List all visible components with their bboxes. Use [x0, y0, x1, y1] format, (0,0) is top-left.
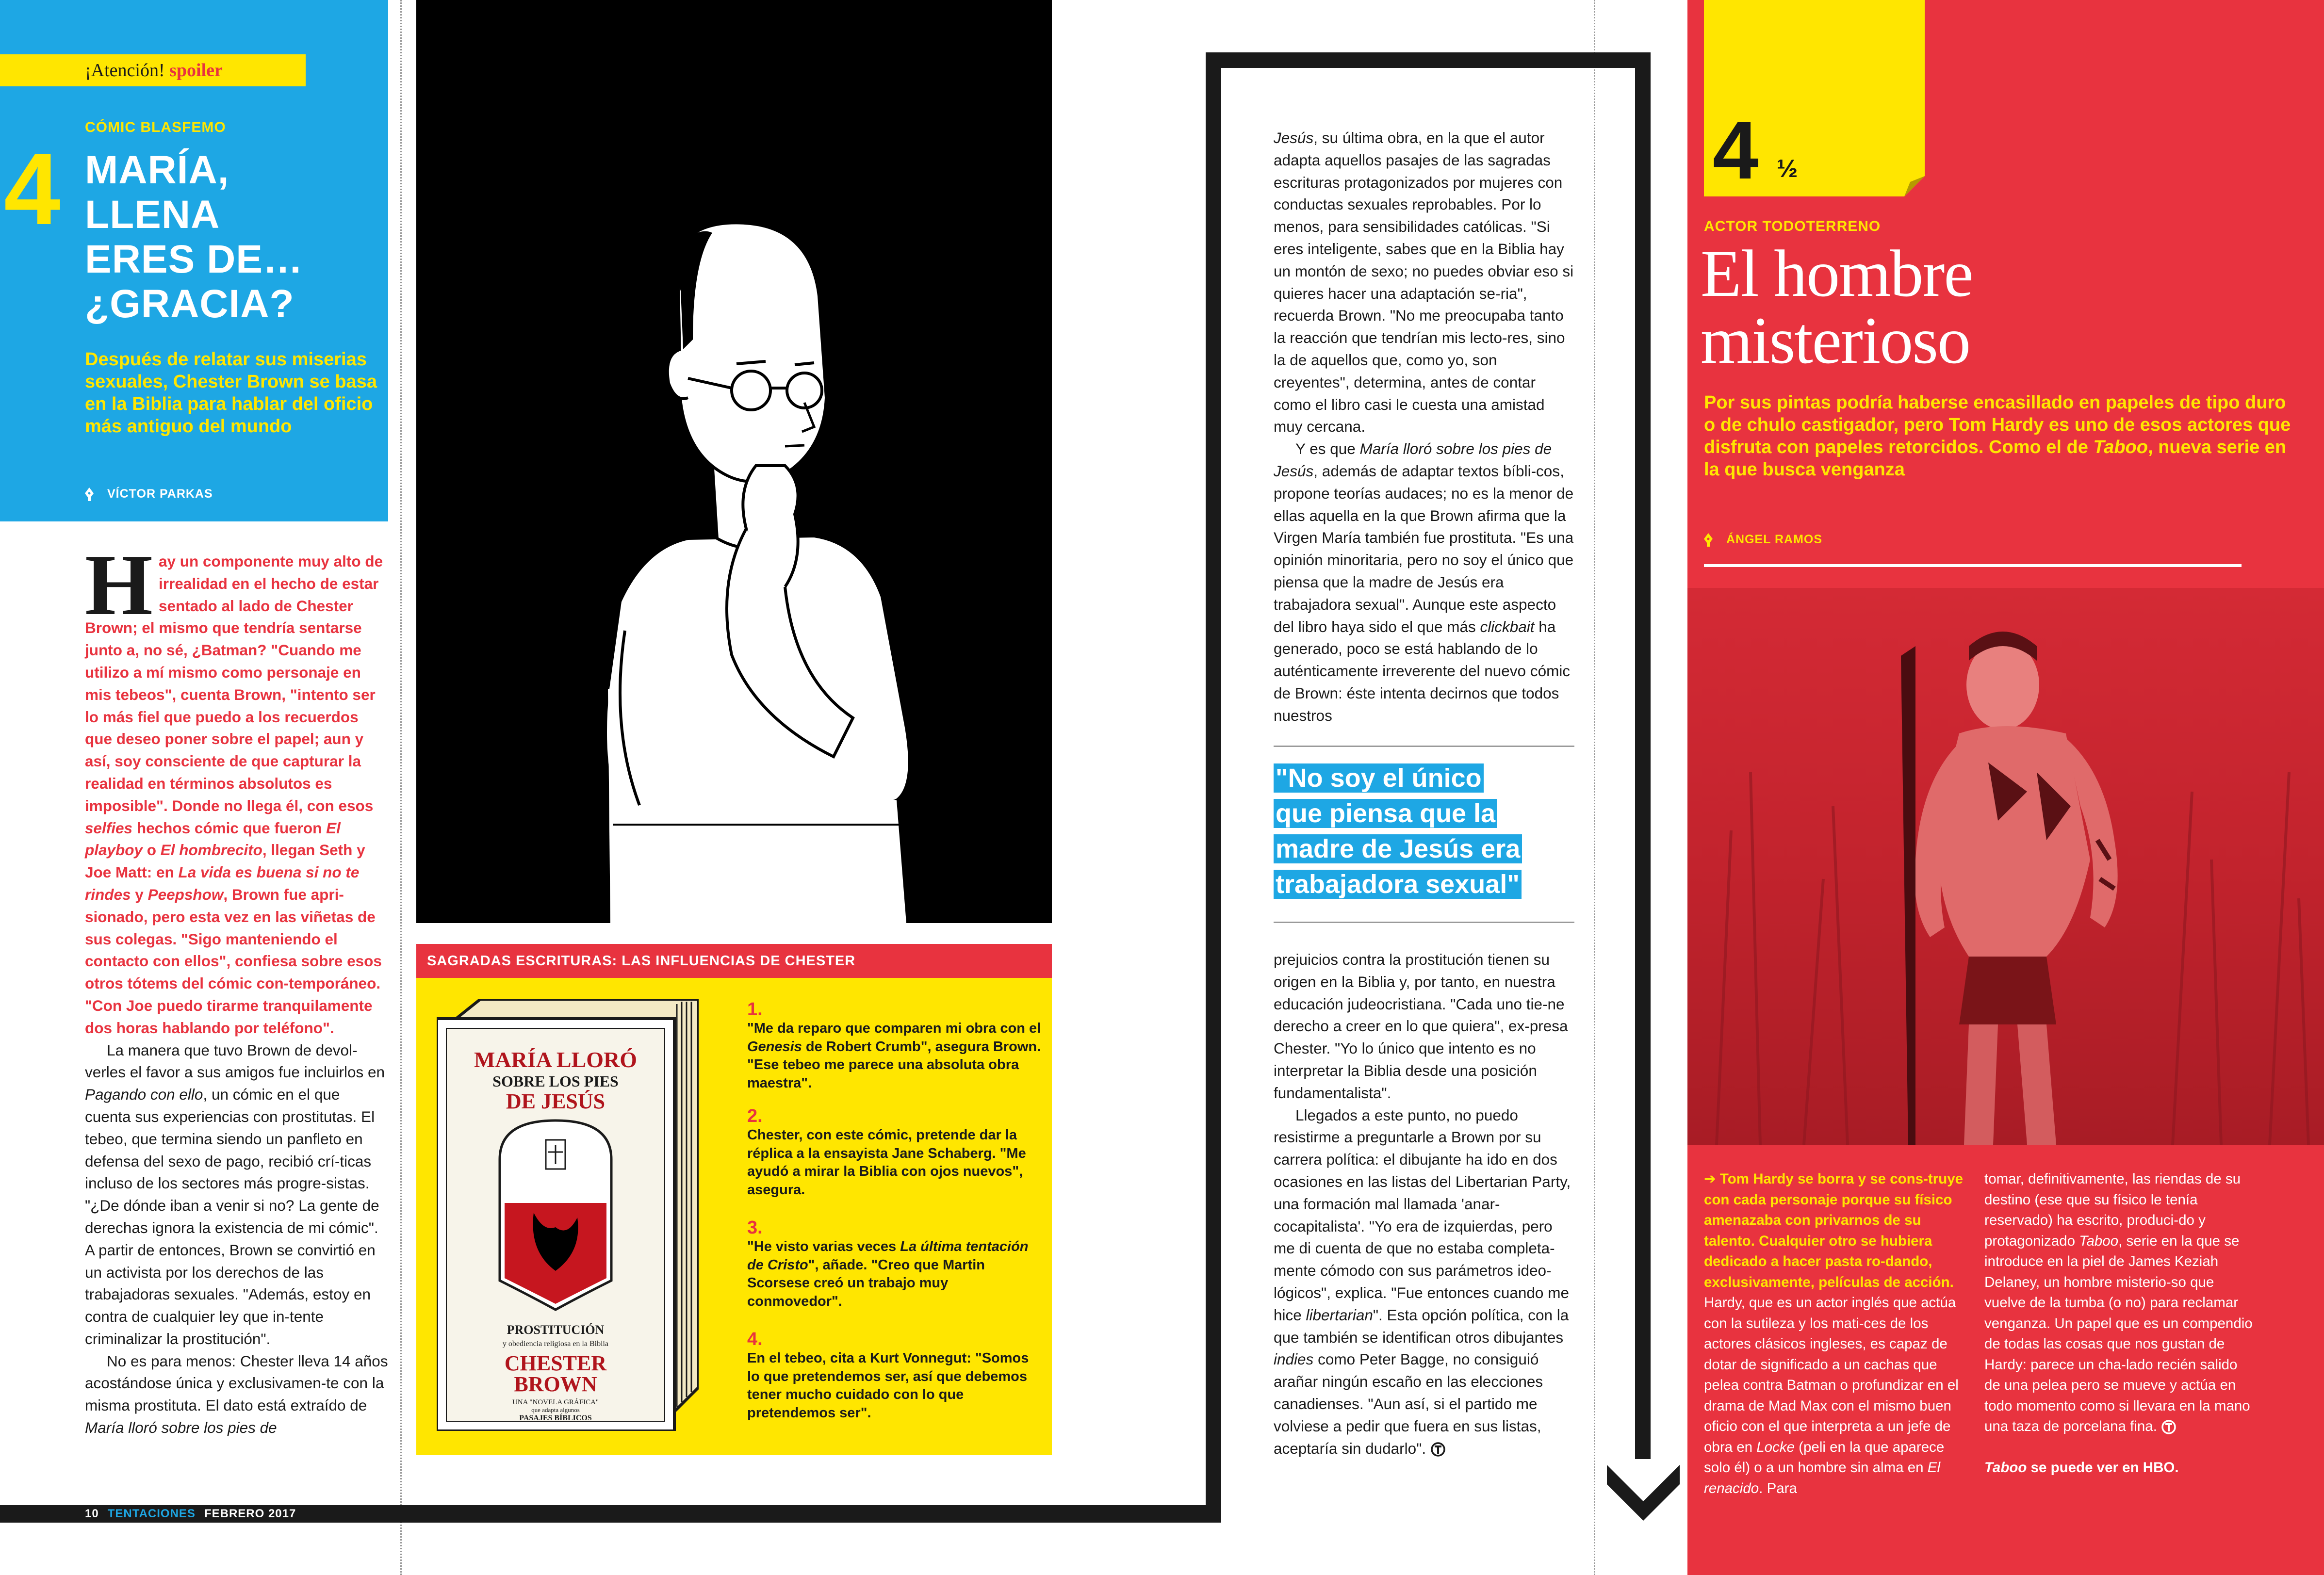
- right-headline: [1701, 236, 2234, 377]
- book-title-line: DE JESÚS: [506, 1089, 606, 1113]
- text-run: y: [131, 885, 148, 903]
- page-footer: [85, 1505, 296, 1523]
- middle-paragraph: [1274, 949, 1574, 1104]
- text-run: "He visto varias veces: [747, 1239, 900, 1254]
- right-body-column-2: [1984, 1169, 2256, 1478]
- column-divider: [400, 0, 402, 1575]
- text-run: ". Esta opción política, con la que también se identifican otros dibujantes: [1274, 1306, 1569, 1346]
- arrow-down-icon: [1607, 1450, 1680, 1523]
- text-run: El renacido: [1704, 1460, 1941, 1496]
- book-subtitle: PROSTITUCIÓN: [507, 1323, 605, 1337]
- left-byline-name: VÍCTOR PARKAS: [107, 487, 213, 501]
- spoiler-highlight: spoiler: [169, 60, 223, 81]
- text-run: No es para menos: Chester lleva 14 años acostándose única y exclusivamen-te con la misma prostituta. El dato está extraído de: [85, 1352, 388, 1414]
- issue-date: FEBRERO 2017: [204, 1507, 296, 1520]
- text-run: Locke: [1756, 1439, 1795, 1455]
- right-byline-name: ÁNGEL RAMOS: [1726, 533, 1823, 546]
- middle-body-text-bottom: [1274, 949, 1574, 1460]
- page-fold-icon: [1904, 176, 1925, 196]
- frame-line: [1635, 52, 1651, 1459]
- left-headline-line: LLENA: [85, 193, 220, 237]
- sidebar-heading: SAGRADAS ESCRITURAS: LAS INFLUENCIAS DE CHESTER: [416, 944, 1052, 978]
- page-number: 10: [85, 1507, 99, 1520]
- text-run: El playboy: [85, 819, 341, 859]
- text-run: tomar, definitivamente, las riendas de su destino (ese que su físico le tenía reservado) ha escrito, produci-do y protagonizado: [1984, 1171, 2241, 1249]
- sidebar-tip: [747, 999, 1043, 1092]
- text-run: Jesús: [1274, 129, 1314, 146]
- left-kicker: CÓMIC BLASFEMO: [85, 119, 226, 135]
- text-run: hechos cómic que fueron: [132, 819, 327, 837]
- left-rank-number: 4: [4, 132, 61, 246]
- text-run: ", añade. "Creo que Martin Scorsese creó un trabajo muy conmovedor".: [747, 1257, 985, 1309]
- tip-number: 1.: [747, 999, 763, 1020]
- right-kicker: ACTOR TODOTERRENO: [1704, 218, 1881, 234]
- left-intro-paragraph: [85, 536, 388, 1039]
- book-subtitle: y obediencia religiosa en la Biblia: [502, 1340, 609, 1348]
- right-headline-line: misterioso: [1701, 303, 1970, 377]
- middle-body-text-top: [1274, 127, 1574, 727]
- divider: [1704, 564, 2242, 567]
- frame-line: [1206, 52, 1650, 68]
- sidebar-tip: [747, 1329, 1043, 1422]
- divider: [1274, 922, 1574, 923]
- text-run: Genesis: [747, 1039, 802, 1055]
- book-author: CHESTER: [504, 1351, 607, 1375]
- text-run: María lloró sobre los pies de Jesús: [1274, 440, 1552, 480]
- right-deck: [1704, 391, 2301, 481]
- middle-paragraph: [1274, 438, 1574, 727]
- text-run: prejuicios contra la prostitución tienen su origen en la Biblia y, por tanto, en nuestra educación judeocristiana. "Cada uno tie-ne derecho a creer en lo que quiera", ex-presa Chester. "Yo lo único que intento es no interpretar la Biblia desde una posición fundamentalista".: [1274, 951, 1568, 1102]
- spoiler-prefix: ¡Atención!: [85, 60, 170, 81]
- left-byline: [85, 487, 213, 501]
- text-run: ha generado, poco se está hablando de lo auténticamente irreverente del nuevo cómic de Brown: éste intenta decirnos que todos nuestros: [1274, 617, 1571, 724]
- text-run: Taboo: [2093, 437, 2148, 457]
- right-paragraph: [1984, 1169, 2256, 1437]
- sidebar-tip: [747, 1106, 1043, 1199]
- text-run: Taboo: [1984, 1459, 2027, 1476]
- text-run: como Peter Bagge, no consiguió arañar ningún escaño en las elecciones canadienses. "Aun así, si el partido me volviese a pedir que fuera en sus listas, aceptaría sin dudarlo".: [1274, 1350, 1543, 1457]
- middle-paragraph: [1274, 127, 1574, 438]
- text-run: , serie en la que se introduce en la piel de James Keziah Delaney, un hombre misterio-so que vuelve de la tumba (o no) para reclamar venganza. Un papel que es un compendio de todas las cosas que nos gustan de Hardy: parece un cha-lado recién salido de una pelea pero se mueve y actúa en todo momento como si llevara en la mano una taza de porcelana fina.: [1984, 1233, 2253, 1434]
- text-run: , un cómic en el que cuenta sus experiencias con prostitutas. El tebeo, que termina siendo un panfleto en defensa del sexo de pago, recibió crí-ticas incluso de los sectores más progre-sistas. "¿De dónde iban a venir si no? La gente de derechas ignora la existencia de mi cómic". A partir de entonces, Brown se convirtió en un activista por los derechos de las trabajadoras sexuales. "Además, estoy en contra de cualquier ley que in-tente criminalizar la prostitución".: [85, 1086, 379, 1348]
- text-run: , su última obra, en la que el autor adapta aquellos pasajes de las sagradas escrituras protagonizados por mujeres con conductas sexuales reprobables. Por lo menos, para sensibilidades católicas. "Si eres inteligente, sabes que en la Biblia hay un montón de sexo; no puedes obviar eso si quieres hacer una adaptación se-ria", recuerda Brown. "No me preocupaba tanto la reacción que tendrían mis lecto-res, sino la de aquellos que, como yo, son creyentes", determina, antes de contar como el libro casi le cuesta una amistad muy cercana.: [1274, 129, 1574, 436]
- left-headline: [85, 148, 376, 326]
- left-headline-line: ¿GRACIA?: [85, 282, 295, 326]
- book-tagline: UNA "NOVELA GRÁFICA": [512, 1398, 599, 1406]
- text-run: "Me da reparo que comparen mi obra con el: [747, 1021, 1041, 1036]
- tip-number: 2.: [747, 1106, 763, 1126]
- text-run: . Para: [1759, 1480, 1797, 1496]
- right-body-column-1: [1704, 1169, 1968, 1499]
- right-byline: [1704, 533, 1822, 547]
- left-paragraph-2: [85, 1039, 388, 1350]
- text-run: se puede ver en HBO.: [2027, 1459, 2179, 1476]
- pen-nib-icon: [85, 487, 94, 501]
- drop-cap: H: [85, 536, 153, 633]
- right-rank-number: 4: [1713, 104, 1759, 196]
- text-run: Y es que: [1295, 440, 1360, 458]
- text-run: indies: [1274, 1350, 1314, 1368]
- text-run: El hombrecito: [160, 841, 262, 859]
- text-run: , Brown fue apri-sionado, pero esta vez en las viñetas de sus colegas. "Sigo manteniendo el contacto con ellos", confiesa sobre esos otros tótems del cómic con-temporáneo. "Con Joe puedo tirarme tranquilamente dos horas hablando por teléfono".: [85, 885, 382, 1037]
- magazine-brand: TENTACIONES: [107, 1507, 196, 1520]
- text-run: , llegan Seth y Joe Matt: en: [85, 841, 365, 881]
- sidebar-tip: [747, 1218, 1043, 1311]
- text-run: de Robert Crumb", asegura Brown. "Ese tebeo me parece una absoluta obra maestra".: [747, 1039, 1041, 1091]
- book-title-line: MARÍA LLORÓ: [474, 1047, 638, 1072]
- book-cover-image: [437, 999, 699, 1431]
- pull-quote-line: "No soy el único: [1274, 763, 1484, 793]
- left-body-text: [85, 536, 388, 1439]
- right-rank-fraction: ½: [1777, 155, 1798, 183]
- right-paragraph: [1704, 1169, 1968, 1499]
- book-title-line: SOBRE LOS PIES: [492, 1072, 619, 1090]
- left-headline-line: ERES DE…: [85, 237, 303, 281]
- text-run: Peepshow: [147, 885, 224, 903]
- spoiler-bar: [0, 54, 306, 86]
- divider: [1274, 746, 1574, 747]
- text-run: En el tebeo, cita a Kurt Vonnegut: "Somos lo que pretendemos ser, así que debemos tener mucho cuidado con lo que pretendemos ser".: [747, 1350, 1029, 1421]
- end-mark-icon: [2161, 1419, 2177, 1435]
- book-author: BROWN: [514, 1372, 597, 1396]
- broadcast-note: [1984, 1458, 2256, 1478]
- right-headline-line: El hombre: [1701, 236, 1973, 310]
- left-paragraph-3: [85, 1350, 388, 1439]
- text-run: , además de adaptar textos bíbli-cos, propone teorías audaces; no es la menor de ellas aquella en la que Brown afirma que la Virgen María también fue prostituta. "Es una opinión minoritaria, pero no soy el único que piensa que la madre de Jesús era trabajadora sexual". Aunque este aspecto del libro haya sido el que más: [1274, 462, 1574, 635]
- middle-paragraph: [1274, 1104, 1574, 1460]
- end-mark-icon: [1430, 1442, 1446, 1457]
- book-tagline: que adapta algunos: [531, 1406, 580, 1413]
- text-run: La vida es buena si no te rindes: [85, 863, 360, 903]
- text-run: Pagando con ello: [85, 1086, 203, 1104]
- text-run: La manera que tuvo Brown de devol-verles el favor a sus amigos fue incluirlos en: [85, 1041, 385, 1081]
- text-run: , nueva serie en la que busca venganza: [1704, 437, 2287, 480]
- tip-number: 4.: [747, 1329, 763, 1349]
- text-run: Taboo: [2079, 1233, 2119, 1249]
- pen-nib-icon: [1704, 533, 1713, 547]
- book-tagline: PASAJES BÍBLICOS: [519, 1414, 592, 1422]
- text-run: (peli en la que aparece solo él) o a un hombre sin alma en: [1704, 1439, 1945, 1476]
- tip-number: 3.: [747, 1218, 763, 1238]
- actor-photo: [1687, 588, 2324, 1145]
- column-divider: [1594, 0, 1595, 1575]
- pull-quote: [1274, 761, 1574, 902]
- text-run: ay un componente muy alto de irrealidad en el hecho de estar sentado al lado de Chester Brown; el mismo que tendría sentarse junto a, no sé, ¿Batman? "Cuando me utilizo a mí mismo como personaje en mis tebeos", cuenta Brown, "intento ser lo más fiel que puedo a los recuerdos que deseo poner sobre el papel; aun y así, soy consciente de que capturar la realidad en términos absolutos es imposible". Donde no llega él, con esos: [85, 552, 383, 814]
- text-run: Por sus pintas podría haberse encasillado en papeles de tipo duro o de chulo castigador, pero Tom Hardy es uno de esos actores que disfruta con papeles retorcidos. Como el de: [1704, 392, 2291, 457]
- text-run: La última tentación de Cristo: [747, 1239, 1029, 1273]
- text-run: Llegados a este punto, no puedo resistirme a preguntarle a Brown por su carrera política: el dibujante ha ido en dos ocasiones en las listas del Libertarian Party, una formación mal llamada 'anar-cocapitalista'. "Yo era de izquierdas, pero me di cuenta de que no estaba completa-mente cómodo con sus parámetros ideo-lógicos", explica. "Fue entonces cuando me hice: [1274, 1106, 1571, 1324]
- text-run: María lloró sobre los pies de: [85, 1419, 277, 1437]
- text-run: Hardy, que es un actor inglés que actúa con la sutileza y los mati-ces de los actores clásicos ingleses, es capaz de dotar de significado a un cachas que pelea contra Batman o profundizar en el drama de Mad Max con el mismo buen oficio con el que interpreta a un jefe de obra en: [1704, 1295, 1959, 1455]
- text-run: libertarian: [1306, 1306, 1373, 1324]
- text-run: ➔ Tom Hardy se borra y se cons-truye con cada personaje porque su físico amenazaba con privarnos de su talento. Cualquier otro se hubiera dedicado a hacer pasta ro-dando, exclusivamente, películas de acción.: [1704, 1171, 1964, 1290]
- left-deck: Después de relatar sus miserias sexuales, Chester Brown se basa en la Biblia para hablar del oficio más antiguo del mundo: [85, 349, 377, 437]
- pull-quote-line: que piensa que la: [1274, 799, 1497, 828]
- text-run: selfies: [85, 819, 133, 837]
- text-run: clickbait: [1480, 617, 1535, 635]
- pull-quote-line: madre de Jesús era: [1274, 834, 1522, 863]
- text-run: o: [143, 841, 161, 859]
- text-run: Chester, con este cómic, pretende dar la réplica a la ensayista Jane Schaberg. "Me ayudó a mirar la Biblia con ojos nuevos", asegura.: [747, 1127, 1026, 1198]
- comic-illustration: [416, 0, 1052, 923]
- left-headline-line: MARÍA,: [85, 148, 229, 192]
- pull-quote-line: trabajadora sexual": [1274, 870, 1522, 899]
- frame-line: [1206, 52, 1221, 1505]
